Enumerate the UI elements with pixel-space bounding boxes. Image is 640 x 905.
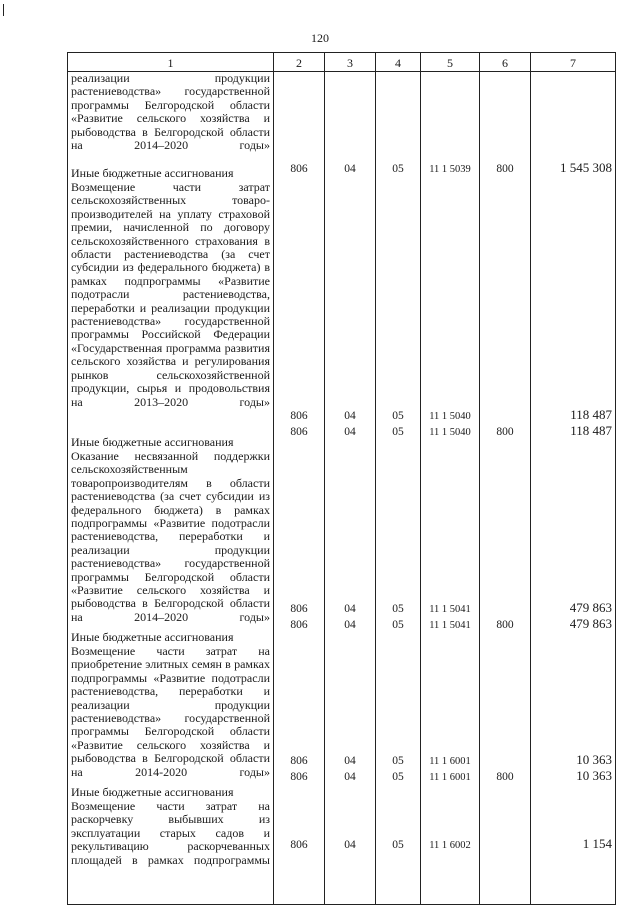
table-cell: 806 bbox=[290, 839, 308, 851]
table-header-row bbox=[68, 53, 616, 72]
description-text: Возмещение части затрат на приобретение элитных семян в рамках подпрограммы «Развитие подотрасли растениеводства, переработки и реализации продукции растениеводства» государственной программы Белгородской области «Развитие сельского хозяйства и рыбоводства в Белгородской области на 2014-2020 годы» bbox=[71, 644, 270, 779]
table-cell: 11 1 6001 bbox=[429, 756, 471, 767]
description-text: Оказание несвязанной поддержки сельскохозяйственным товаропроизводителям в области растениеводства (за счет субсидии из федерального бюджета) в рамках подпрограммы «Развитие подотрасли растениеводства, переработки и реализации продукции растениеводства» государственной программы Белгородской области «Развитие сельского хозяйства и рыбоводства в Белгородской области на 2014–2020 годы» bbox=[71, 449, 270, 624]
table-cell: 806 bbox=[290, 771, 308, 783]
table-cell: 05 bbox=[392, 771, 404, 783]
table-cell: 04 bbox=[344, 619, 356, 631]
table-cell: 800 bbox=[496, 426, 514, 438]
table-cell: 800 bbox=[496, 771, 514, 783]
column-header: 6 bbox=[480, 53, 531, 72]
page-number: 120 bbox=[311, 31, 329, 45]
table-cell: 11 1 5039 bbox=[429, 164, 471, 175]
column-header: 3 bbox=[325, 53, 376, 72]
column-header: 4 bbox=[376, 53, 421, 72]
amount-cell: 118 487 bbox=[570, 423, 612, 438]
table-cell: 05 bbox=[392, 603, 404, 615]
table-cell: 11 1 5040 bbox=[429, 411, 471, 422]
amount-cell: 1 154 bbox=[582, 836, 612, 851]
amount-column bbox=[531, 72, 616, 905]
column-5-cells bbox=[421, 72, 480, 905]
table-cell: 806 bbox=[290, 163, 308, 175]
column-2-cells bbox=[274, 72, 325, 905]
amount-cell: 118 487 bbox=[570, 407, 612, 422]
table-cell: 04 bbox=[344, 771, 356, 783]
amount-cell: 10 363 bbox=[576, 752, 612, 767]
description-text: Возмещение части затрат на раскорчевку выбывших из эксплуатации старых садов и рекультивацию раскорчеванных площадей в рамках подпрограммы bbox=[71, 799, 270, 867]
table-cell: 04 bbox=[344, 410, 356, 422]
amount-cell: 479 863 bbox=[569, 616, 612, 631]
description-text: реализации продукции растениеводства» государственной программы Белгородской области «Развитие сельского хозяйства и рыбоводства в Белгородской области на 2014–2020 годы» bbox=[71, 71, 270, 153]
table-cell: 806 bbox=[290, 603, 308, 615]
column-header: 1 bbox=[68, 53, 274, 72]
column-header: 5 bbox=[421, 53, 480, 72]
amount-cell: 10 363 bbox=[576, 768, 612, 783]
table-cell: 800 bbox=[496, 163, 514, 175]
table-cell: 806 bbox=[290, 426, 308, 438]
table-cell: 11 1 6001 bbox=[429, 772, 471, 783]
table-cell: 806 bbox=[290, 410, 308, 422]
table-cell: 11 1 5041 bbox=[429, 604, 471, 615]
table-cell: 11 1 5041 bbox=[429, 620, 471, 631]
table-cell: 05 bbox=[392, 619, 404, 631]
table-cell: 05 bbox=[392, 426, 404, 438]
table-cell: 04 bbox=[344, 603, 356, 615]
description-text: Иные бюджетные ассигнования bbox=[71, 630, 234, 644]
table-cell: 806 bbox=[290, 755, 308, 767]
table-cell: 800 bbox=[496, 619, 514, 631]
column-3-cells bbox=[325, 72, 376, 905]
column-header: 2 bbox=[274, 53, 325, 72]
column-6-cells bbox=[480, 72, 531, 905]
table-cell: 806 bbox=[290, 619, 308, 631]
table-cell: 04 bbox=[344, 426, 356, 438]
column-header: 7 bbox=[531, 53, 616, 72]
table-cell: 05 bbox=[392, 839, 404, 851]
table-body bbox=[68, 72, 616, 905]
budget-table bbox=[67, 52, 616, 905]
table-cell: 04 bbox=[344, 163, 356, 175]
table-cell: 05 bbox=[392, 755, 404, 767]
amount-cell: 479 863 bbox=[569, 600, 612, 615]
description-text: Иные бюджетные ассигнования bbox=[71, 785, 234, 799]
description-text: Иные бюджетные ассигнования bbox=[71, 435, 234, 449]
description-text: Возмещение части затрат сельскохозяйственных товаро-производителей на уплату страховой премии, начисленной по договору сельскохозяйственного страхования в области растениеводства (за счет субсидии из федерального бюджета) в рамках подпрограммы «Развитие подотрасли растениеводства, переработки и реализации продукции растениеводства» государственной программы Российской Федерации «Государственная программа развития сельского хозяйства и регулирования рынков сельскохозяйственной продукции, сырья и продовольствия на 2013–2020 годы» bbox=[71, 180, 270, 409]
description-column bbox=[68, 72, 274, 905]
table-cell: 05 bbox=[392, 163, 404, 175]
table-cell: 04 bbox=[344, 755, 356, 767]
page-edge-mark bbox=[3, 4, 4, 16]
table-cell: 05 bbox=[392, 410, 404, 422]
amount-cell: 1 545 308 bbox=[560, 160, 612, 175]
table-cell: 11 1 6002 bbox=[429, 840, 471, 851]
description-text: Иные бюджетные ассигнования bbox=[71, 166, 234, 180]
table-cell: 11 1 5040 bbox=[429, 427, 471, 438]
table-cell: 04 bbox=[344, 839, 356, 851]
column-4-cells bbox=[376, 72, 421, 905]
